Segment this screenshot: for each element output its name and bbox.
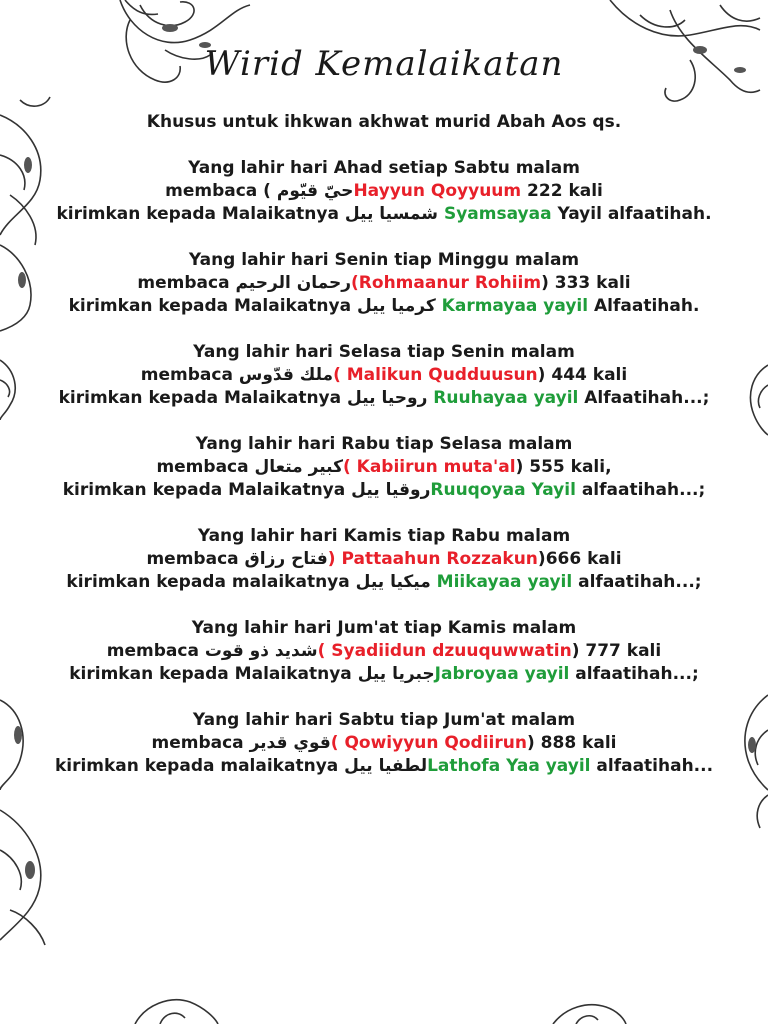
send-end: alfaatihah...; <box>569 664 699 684</box>
angel-name: Syamsayaa <box>438 204 552 224</box>
send-end: Alfaatihah. <box>588 296 700 316</box>
send-end: Yayil alfaatihah. <box>551 204 712 224</box>
recite-count: 222 kali <box>521 181 603 201</box>
send-end: alfaatihah... <box>590 756 714 776</box>
divine-name: ( Malikun Qudduusun <box>333 365 538 385</box>
arabic-name: قوي قدير <box>249 733 331 753</box>
recite-label: membaca ( <box>165 181 277 201</box>
send-label: kirimkan kepada Malaikatnya <box>68 296 358 316</box>
arabic-name: رحمان الرحيم <box>235 273 352 293</box>
angel-arabic: لطفيا ييل <box>344 756 428 776</box>
recite-line <box>0 548 768 571</box>
divine-name: Hayyun Qoyyuum <box>353 181 522 201</box>
send-line <box>0 387 768 410</box>
day-line: Yang lahir hari Jum'at tiap Kamis malam <box>191 618 577 638</box>
arabic-name: شديد ذو قوت <box>204 641 318 661</box>
recite-count: ) 888 kali <box>526 733 617 753</box>
send-line <box>0 203 768 226</box>
wirid-block-selasa <box>0 341 768 410</box>
recite-label: membaca <box>140 365 239 385</box>
angel-name: Lathofa Yaa yayil <box>427 756 591 776</box>
angel-arabic: جبريا ييل <box>357 664 435 684</box>
recite-count: ) 333 kali <box>541 273 631 293</box>
send-label: kirimkan kepada malaikatnya <box>66 572 356 592</box>
wirid-block-sabtu <box>0 709 768 778</box>
send-label: kirimkan kepada Malaikatnya <box>69 664 358 684</box>
page-title: Wirid Kemalaikatan <box>204 44 564 84</box>
arabic-name: كبير متعال <box>254 457 343 477</box>
angel-name: Jabroyaa yayil <box>434 664 570 684</box>
angel-name: Karmayaa yayil <box>435 296 589 316</box>
recite-count: ) 444 kali <box>537 365 628 385</box>
angel-arabic: شمسيا ييل <box>344 204 439 224</box>
recite-label: membaca <box>156 457 255 477</box>
angel-name: Ruuqoyaa Yayil <box>430 480 576 500</box>
send-label: kirimkan kepada malaikatnya <box>54 756 345 776</box>
recite-line <box>0 180 768 203</box>
divine-name: (Rohmaanur Rohiim <box>351 273 542 293</box>
day-line: Yang lahir hari Rabu tiap Selasa malam <box>195 434 573 454</box>
send-line <box>0 663 768 686</box>
recite-count: ) 555 kali, <box>515 457 612 477</box>
recite-line <box>0 640 768 663</box>
divine-name: ( Syadiidun dzuuquwwatin <box>317 641 572 661</box>
floral-ornament-bottom-right <box>548 995 628 1024</box>
recite-line <box>0 364 768 387</box>
wirid-block-senin <box>0 249 768 318</box>
divine-name: ( Qowiyyun Qodiirun <box>330 733 527 753</box>
recite-label: membaca <box>146 549 245 569</box>
angel-name: Ruuhayaa yayil <box>427 388 579 408</box>
day-line: Yang lahir hari Senin tiap Minggu malam <box>188 250 580 270</box>
send-label: kirimkan kepada Malaikatnya <box>62 480 352 500</box>
recite-line <box>0 732 768 755</box>
recite-label: membaca <box>151 733 250 753</box>
arabic-name: حيّ قيّوم <box>276 181 354 201</box>
angel-name: Miikayaa yayil <box>430 572 573 592</box>
send-end: alfaatihah...; <box>575 480 706 500</box>
floral-ornament-bottom-left <box>130 990 220 1024</box>
wirid-block-kamis <box>0 525 768 594</box>
send-line <box>0 295 768 318</box>
angel-arabic: ميكيا ييل <box>355 572 431 592</box>
send-end: Alfaatihah...; <box>578 388 710 408</box>
send-label: kirimkan kepada Malaikatnya <box>58 388 348 408</box>
angel-arabic: روقيا ييل <box>351 480 431 500</box>
divine-name: ) Pattaahun Rozzakun <box>327 549 538 569</box>
angel-arabic: روحيا ييل <box>347 388 428 408</box>
send-line <box>0 571 768 594</box>
send-end: alfaatihah...; <box>572 572 702 592</box>
recite-count: )666 kali <box>537 549 622 569</box>
wirid-block-ahad <box>0 157 768 226</box>
divine-name: ( Kabiirun muta'al <box>342 457 516 477</box>
day-line: Yang lahir hari Kamis tiap Rabu malam <box>197 526 571 546</box>
wirid-list <box>0 157 768 801</box>
recite-label: membaca <box>137 273 236 293</box>
recite-line <box>0 456 768 479</box>
send-label: kirimkan kepada Malaikatnya <box>56 204 345 224</box>
subtitle: Khusus untuk ihkwan akhwat murid Abah Aos qs. <box>146 112 622 132</box>
day-line: Yang lahir hari Sabtu tiap Jum'at malam <box>192 710 576 730</box>
angel-arabic: كرميا ييل <box>357 296 436 316</box>
send-line <box>0 479 768 502</box>
recite-count: ) 777 kali <box>571 641 662 661</box>
arabic-name: فتاح رزاق <box>244 549 328 569</box>
wirid-block-jumat <box>0 617 768 686</box>
day-line: Yang lahir hari Ahad setiap Sabtu malam <box>188 158 580 178</box>
arabic-name: ملك قدّوس <box>238 365 334 385</box>
recite-line <box>0 272 768 295</box>
send-line <box>0 755 768 778</box>
recite-label: membaca <box>106 641 205 661</box>
day-line: Yang lahir hari Selasa tiap Senin malam <box>193 342 575 362</box>
wirid-block-rabu <box>0 433 768 502</box>
